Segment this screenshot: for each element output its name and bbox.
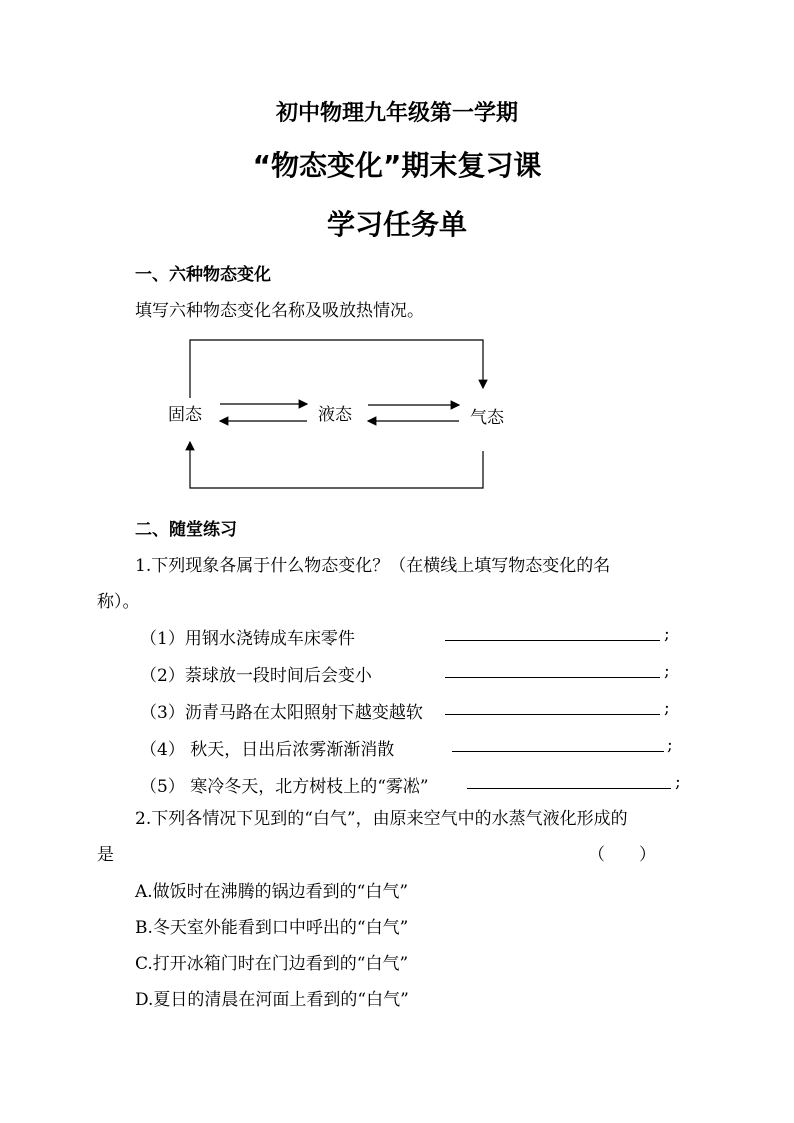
item-end-mark: ; [664, 624, 670, 644]
answer-blank[interactable] [452, 735, 664, 752]
question1-item-text: （3）沥青马路在太阳照射下越变越软 [140, 703, 423, 723]
item-end-mark: ; [667, 735, 673, 755]
question1-item [140, 772, 429, 797]
phase-change-diagram [160, 336, 505, 496]
question1-item [140, 698, 423, 723]
answer-blank[interactable] [445, 624, 660, 641]
option-a[interactable]: A.做饭时在沸腾的锅边看到的“白气” [135, 882, 409, 902]
question1-item [140, 624, 355, 649]
question1-item-text: （5） 寒冷冬天，北方树枝上的“雾凇” [140, 777, 429, 797]
state-label-liquid: 液态 [318, 405, 352, 425]
option-c[interactable]: C.打开冰箱门时在门边看到的“白气” [135, 954, 409, 974]
item-end-mark: ; [664, 661, 670, 681]
question2-text-line2: 是 [97, 845, 114, 865]
answer-bracket[interactable]: （ ） [588, 845, 656, 865]
option-d[interactable]: D.夏日的清晨在河面上看到的“白气” [135, 990, 409, 1010]
question1-item-text: （4） 秋天，日出后浓雾渐渐消散 [140, 740, 395, 760]
question1-text-line2: 称）。 [97, 592, 140, 612]
arrow-gas-to-solid [190, 442, 483, 488]
section1-instruction: 填写六种物态变化名称及吸放热情况。 [135, 301, 424, 321]
question1-item-text: （2）萘球放一段时间后会变小 [140, 666, 372, 686]
state-label-gas: 气态 [470, 408, 504, 428]
option-b[interactable]: B.冬天室外能看到口中呼出的“白气” [135, 918, 409, 938]
document-title-line2: “物态变化”期末复习课 [252, 149, 542, 182]
answer-blank[interactable] [445, 661, 660, 678]
answer-blank[interactable] [467, 772, 671, 789]
section1-heading: 一、六种物态变化 [135, 265, 271, 285]
section2-heading: 二、随堂练习 [135, 520, 237, 540]
arrow-solid-to-gas [190, 340, 483, 398]
state-label-solid: 固态 [168, 405, 202, 425]
item-end-mark: ; [664, 698, 670, 718]
item-end-mark: ; [675, 772, 681, 792]
question1-item [140, 735, 394, 760]
question2-text-line1: 2.下列各情况下见到的“白气”，由原来空气中的水蒸气液化形成的 [135, 809, 628, 829]
document-title-line1: 初中物理九年级第一学期 [275, 101, 518, 126]
question1-item [140, 661, 372, 686]
answer-blank[interactable] [445, 698, 660, 715]
document-title-line3: 学习任务单 [326, 208, 467, 241]
question1-text-line1: 1.下列现象各属于什么物态变化？（在横线上填写物态变化的名 [135, 556, 611, 576]
question1-item-text: （1）用钢水浇铸成车床零件 [140, 629, 355, 649]
